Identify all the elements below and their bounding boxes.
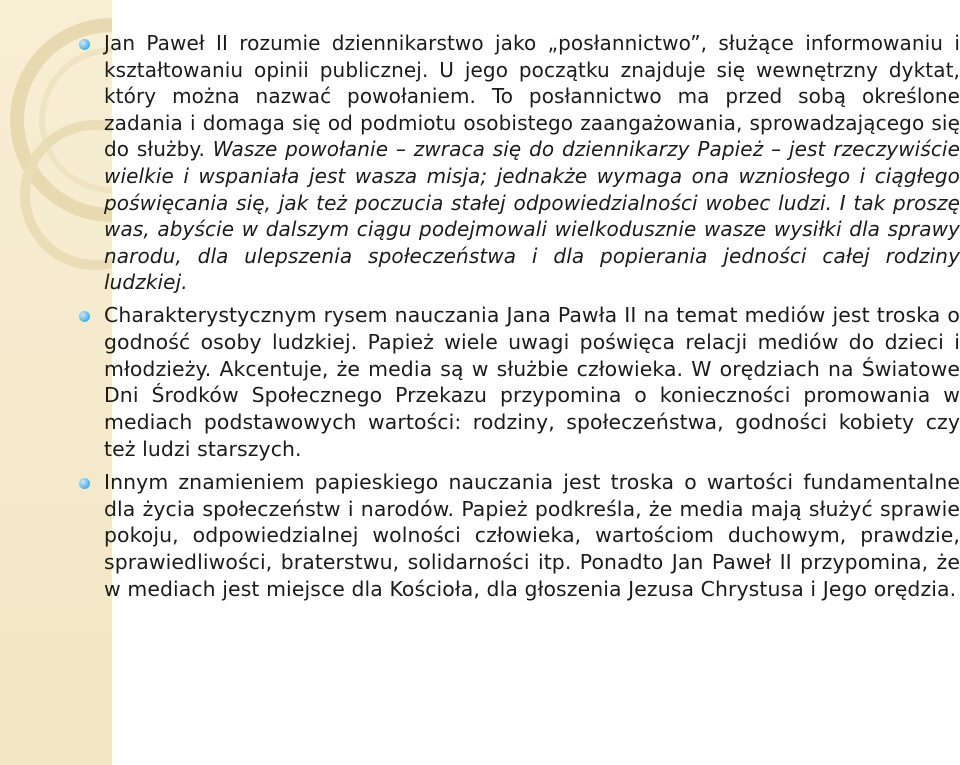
bullet-dot-icon (79, 39, 90, 50)
paragraph-3 (70, 469, 960, 603)
paragraph-1-text (104, 30, 960, 296)
bullet-dot-icon (79, 311, 90, 322)
bullet-dot-icon (79, 478, 90, 489)
paragraph-1-quote: Wasze powołanie – zwraca się do dziennikarzy Papież – jest rzeczywiście wielkie i wspaniała jest wasza misja; jednakże wymaga ona wzniosłego i ciągłego poświęcania się, jak też poczucia stałej odpowiedzialności wobec ludzi. I tak proszę was, abyście w dalszym ciągu podejmowali wielkodusznie wasze wysiłki dla sprawy narodu, dla ulepszenia społeczeństwa i dla popierania jedności całej rodziny ludzkiej. (104, 137, 960, 295)
paragraph-1-plain: Jan Paweł II rozumie dziennikarstwo jako „posłannictwo”, służące informowaniu i kształtowaniu opinii publicznej. U jego początku znajduje się wewnętrzny dyktat, który można nazwać powołaniem. To posłannictwo ma przed sobą określone zadania i domaga się od podmiotu osobistego zaangażowania, sprowadzającego się do służby. (104, 31, 960, 162)
slide-content (70, 30, 960, 765)
paragraph-2-text: Charakterystycznym rysem nauczania Jana Pawła II na temat mediów jest troska o godność osoby ludzkiej. Papież wiele uwagi poświęca relacji mediów do dzieci i młodzieży. Akcentuje, że media są w służbie człowieka. W orędziach na Światowe Dni Środków Społecznego Przekazu przypomina o konieczności promowania w mediach podstawowych wartości: rodziny, społeczeństwa, godności kobiety czy też ludzi starszych. (104, 302, 960, 461)
paragraph-2 (70, 302, 960, 463)
paragraph-3-text: Innym znamieniem papieskiego nauczania jest troska o wartości fundamentalne dla życia społeczeństw i narodów. Papież podkreśla, że media mają służyć sprawie pokoju, odpowiedzialnej wolności człowieka, wartościom duchowym, prawdzie, sprawiedliwości, braterstwu, solidarności itp. Ponadto Jan Paweł II przypomina, że w mediach jest miejsce dla Kościoła, dla głoszenia Jezusa Chrystusa i Jego orędzia. (104, 469, 960, 601)
paragraph-1 (70, 30, 960, 296)
